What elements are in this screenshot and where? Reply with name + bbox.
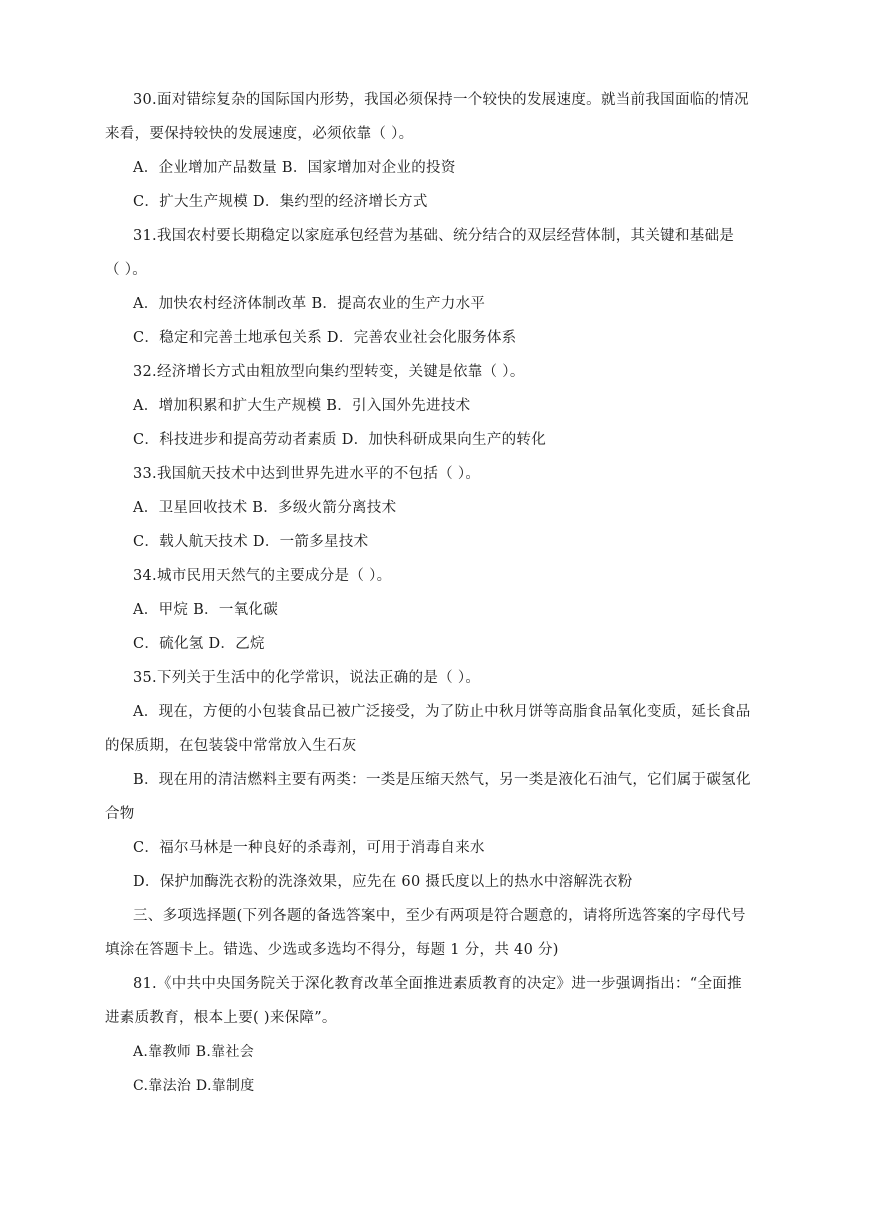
q30-text-line2: 来看，要保持较快的发展速度，必须依靠（ ）。: [105, 126, 414, 142]
q35-text: 35.下列关于生活中的化学常识，说法正确的是（ ）。: [133, 670, 481, 686]
q31-text-line2: （ ）。: [105, 262, 148, 278]
q81-text-line2: 进素质教育，根本上要( )来保障”。: [105, 1010, 337, 1026]
q35-option-d: D．保护加酶洗衣粉的洗涤效果，应先在 60 摄氏度以上的热水中溶解洗衣粉: [133, 874, 633, 890]
q34-options-ab: A．甲烷 B．一氧化碳: [133, 602, 279, 618]
section3-heading-line1: 三、多项选择题(下列各题的备选答案中，至少有两项是符合题意的，请将所选答案的字母代号: [133, 908, 746, 924]
q31-options-ab: A．加快农村经济体制改革 B．提高农业的生产力水平: [133, 296, 486, 312]
q35-option-a-line2: 的保质期，在包装袋中常常放入生石灰: [105, 738, 357, 754]
q30-options-ab: A．企业增加产品数量 B．国家增加对企业的投资: [133, 160, 456, 176]
q32-text: 32.经济增长方式由粗放型向集约型转变，关键是依靠（ ）。: [133, 364, 525, 380]
q31-text-line1: 31.我国农村要长期稳定以家庭承包经营为基础、统分结合的双层经营体制，其关键和基础是: [133, 228, 735, 244]
q30-text-line1: 30.面对错综复杂的国际国内形势，我国必须保持一个较快的发展速度。就当前我国面临的情况: [133, 92, 749, 108]
q81-options-ab: A.靠教师 B.靠社会: [133, 1044, 255, 1060]
q81-options-cd: C.靠法治 D.靠制度: [133, 1078, 255, 1094]
q32-options-cd: C．科技进步和提高劳动者素质 D．加快科研成果向生产的转化: [133, 432, 547, 448]
q31-options-cd: C．稳定和完善土地承包关系 D．完善农业社会化服务体系: [133, 330, 517, 346]
q30-options-cd: C．扩大生产规模 D．集约型的经济增长方式: [133, 194, 428, 210]
q35-option-c: C．福尔马林是一种良好的杀毒剂，可用于消毒自来水: [133, 840, 485, 856]
q34-text: 34.城市民用天然气的主要成分是（ ）。: [133, 568, 392, 584]
q33-options-cd: C．载人航天技术 D．一箭多星技术: [133, 534, 369, 550]
q81-text-line1: 81.《中共中央国务院关于深化教育改革全面推进素质教育的决定》进一步强调指出：“全面推: [133, 976, 742, 992]
q35-option-b-line1: B．现在用的清洁燃料主要有两类：一类是压缩天然气，另一类是液化石油气，它们属于碳氢化: [133, 772, 751, 788]
q32-options-ab: A．增加积累和扩大生产规模 B．引入国外先进技术: [133, 398, 471, 414]
q33-text: 33.我国航天技术中达到世界先进水平的不包括（ ）。: [133, 466, 481, 482]
q33-options-ab: A．卫星回收技术 B．多级火箭分离技术: [133, 500, 397, 516]
q35-option-b-line2: 合物: [105, 806, 135, 822]
section3-heading-line2: 填涂在答题卡上。错选、少选或多选均不得分，每题 1 分，共 40 分): [105, 942, 559, 958]
q34-options-cd: C．硫化氢 D．乙烷: [133, 636, 265, 652]
q35-option-a-line1: A．现在，方便的小包装食品已被广泛接受，为了防止中秋月饼等高脂食品氧化变质，延长食品: [133, 704, 751, 720]
